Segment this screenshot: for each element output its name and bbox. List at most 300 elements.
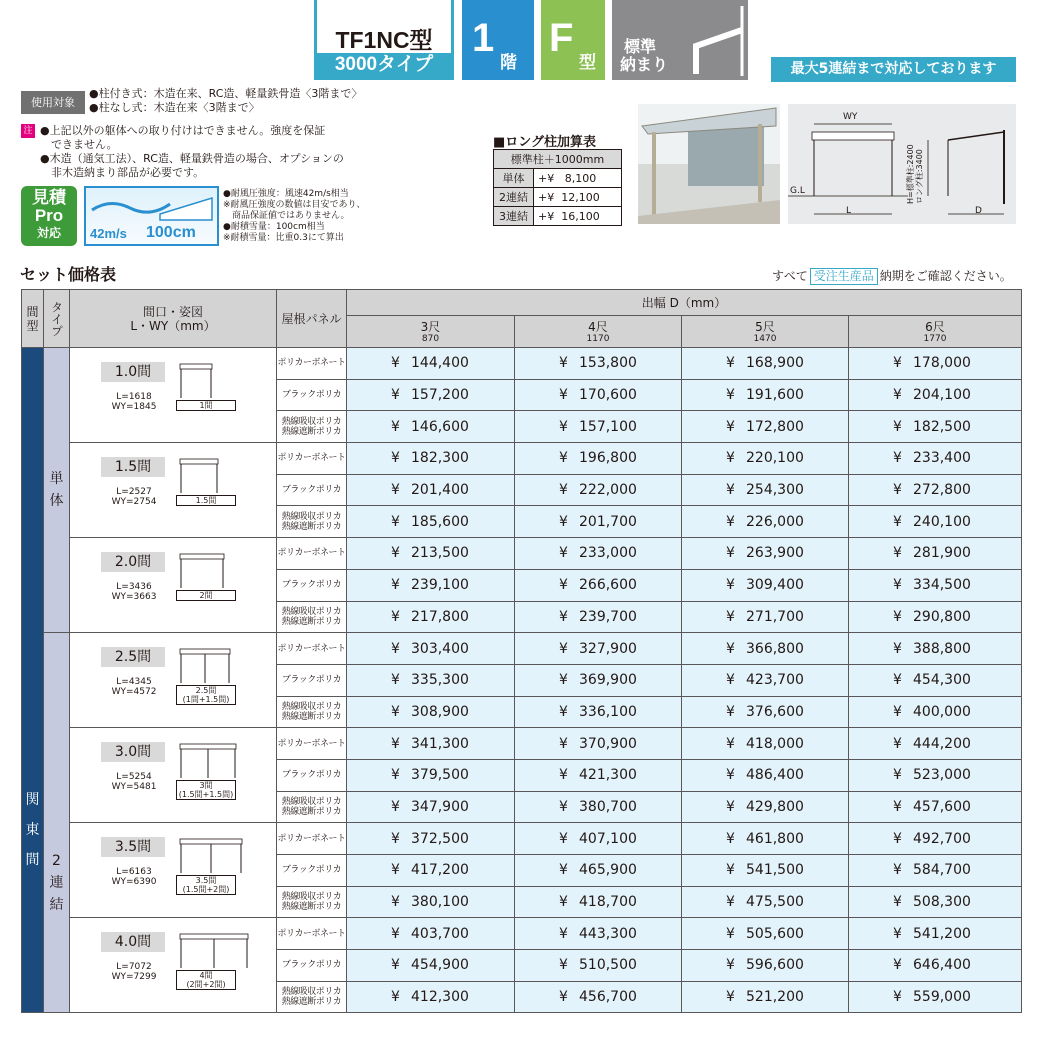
model-name: TF1NC型	[335, 27, 433, 53]
yen-sign: ¥	[726, 735, 735, 752]
frontage-dims	[98, 582, 170, 602]
size-cell	[70, 918, 277, 1013]
panel-type: ブラックポリカ	[277, 759, 347, 791]
price-value: 465,900	[579, 862, 637, 879]
price-value: 596,600	[746, 957, 804, 974]
panel-type: ポリカーボネート	[277, 728, 347, 760]
caution-mark: 注	[21, 124, 35, 138]
price-cell	[347, 348, 515, 380]
price-value: 185,600	[411, 513, 469, 530]
product-photo	[638, 104, 780, 224]
long-post-value: 16,100	[561, 209, 600, 223]
yen-sign: ¥	[559, 925, 568, 942]
strength-note-3: 商品保証値ではありません。	[223, 211, 350, 221]
price-value: 172,800	[746, 418, 804, 435]
caution-line-2: できません。	[40, 138, 118, 151]
size-cell	[70, 443, 277, 538]
yen-sign: ¥	[893, 608, 902, 625]
price-cell	[682, 538, 849, 570]
panel-type: 熱線吸収ポリカ 熱線遮断ポリカ	[277, 791, 347, 823]
price-value: 418,000	[746, 735, 804, 752]
price-value: 290,800	[913, 608, 971, 625]
caution-line-4: 非木造納まり部品が必要です。	[40, 166, 205, 179]
price-cell	[347, 918, 515, 950]
depth-mm: 1170	[586, 333, 610, 344]
notice-pre: すべて	[772, 269, 808, 283]
long-post-sign: +¥	[538, 209, 555, 223]
size-cell	[70, 538, 277, 633]
price-cell	[347, 474, 515, 506]
price-cell	[849, 474, 1022, 506]
price-cell	[515, 601, 682, 633]
long-post-sign: +¥	[538, 171, 555, 185]
col-panel: 屋根パネル	[277, 290, 347, 348]
yen-sign: ¥	[726, 672, 735, 689]
order-notice	[772, 267, 1012, 285]
yen-sign: ¥	[559, 608, 568, 625]
price-cell	[347, 633, 515, 665]
pro-line1: 見積	[32, 188, 66, 207]
price-value: 380,700	[579, 798, 637, 815]
price-value: 418,700	[579, 894, 637, 911]
frame-tag: 1間	[176, 400, 236, 411]
yen-sign: ¥	[893, 355, 902, 372]
price-value: 423,700	[746, 672, 804, 689]
floor-badge	[462, 0, 534, 80]
price-value: 303,400	[411, 640, 469, 657]
yen-sign: ¥	[893, 513, 902, 530]
price-value: 334,500	[913, 577, 971, 594]
price-value: 217,800	[411, 608, 469, 625]
caution-line-3: ●木造（通気工法）、RC造、軽量鉄骨造の場合、オプションの	[40, 152, 344, 165]
frame-tag: 1.5間	[176, 495, 236, 506]
col-size: 間口・姿図 L・WY（mm）	[70, 290, 277, 348]
price-cell	[347, 759, 515, 791]
price-cell	[347, 950, 515, 982]
price-cell	[347, 791, 515, 823]
price-cell	[515, 791, 682, 823]
depth-label: 4尺	[588, 319, 608, 334]
price-value: 196,800	[579, 450, 637, 467]
price-cell	[849, 728, 1022, 760]
yen-sign: ¥	[391, 798, 400, 815]
long-post-value: 12,100	[561, 190, 600, 204]
price-value: 417,200	[411, 862, 469, 879]
standard-mount-icon	[690, 6, 744, 76]
yen-sign: ¥	[391, 482, 400, 499]
price-value: 226,000	[746, 513, 804, 530]
yen-sign: ¥	[893, 894, 902, 911]
long-post-label: 単体	[494, 169, 534, 188]
yen-sign: ¥	[726, 387, 735, 404]
depth-header	[515, 316, 682, 348]
long-post-table	[493, 149, 622, 226]
region-char: 関	[25, 792, 40, 809]
yen-sign: ¥	[726, 577, 735, 594]
frontage-label: 4.0間	[101, 932, 165, 952]
price-value: 201,700	[579, 513, 637, 530]
price-value: 379,500	[411, 767, 469, 784]
price-cell	[682, 601, 849, 633]
price-value: 369,900	[579, 672, 637, 689]
price-value: 510,500	[579, 957, 637, 974]
price-cell	[515, 633, 682, 665]
diagram-h: H=標準柱:2400 ロング柱:3400	[906, 144, 924, 204]
price-cell	[682, 506, 849, 538]
table-row	[22, 538, 1022, 570]
yen-sign: ¥	[893, 672, 902, 689]
yen-sign: ¥	[893, 798, 902, 815]
col-type: タイプ	[44, 290, 70, 348]
price-value: 281,900	[913, 545, 971, 562]
yen-sign: ¥	[726, 545, 735, 562]
price-value: 457,600	[913, 798, 971, 815]
col-kanma: 間 型	[22, 290, 44, 348]
price-value: 146,600	[411, 418, 469, 435]
price-cell	[682, 823, 849, 855]
yen-sign: ¥	[559, 672, 568, 689]
price-cell	[849, 759, 1022, 791]
price-cell	[347, 411, 515, 443]
frontage-label: 3.5間	[101, 837, 165, 857]
yen-sign: ¥	[893, 482, 902, 499]
price-value: 376,600	[746, 703, 804, 720]
price-cell	[682, 443, 849, 475]
yen-sign: ¥	[559, 989, 568, 1006]
yen-sign: ¥	[559, 513, 568, 530]
floor-unit: 階	[500, 53, 517, 72]
yen-sign: ¥	[893, 577, 902, 594]
price-cell	[682, 855, 849, 887]
price-cell	[347, 728, 515, 760]
panel-type: ポリカーボネート	[277, 918, 347, 950]
price-value: 456,700	[579, 989, 637, 1006]
form-badge	[541, 0, 605, 80]
series-name: 3000タイプ	[317, 53, 451, 77]
depth-mm: 1470	[753, 333, 777, 344]
type-char: 2	[52, 852, 61, 869]
price-cell	[515, 569, 682, 601]
frontage-label: 1.0間	[101, 362, 165, 382]
price-cell	[849, 538, 1022, 570]
price-cell	[347, 569, 515, 601]
price-value: 475,500	[746, 894, 804, 911]
price-value: 239,700	[579, 608, 637, 625]
price-cell	[347, 886, 515, 918]
price-cell	[849, 633, 1022, 665]
table-row	[22, 443, 1022, 475]
yen-sign: ¥	[559, 577, 568, 594]
price-cell	[515, 823, 682, 855]
price-cell	[682, 633, 849, 665]
yen-sign: ¥	[893, 989, 902, 1006]
depth-label: 5尺	[755, 319, 775, 334]
frontage-dims	[98, 772, 170, 792]
depth-header	[849, 316, 1022, 348]
panel-type: ポリカーボネート	[277, 348, 347, 380]
col-depth: 出幅 D（mm）	[347, 290, 1022, 316]
table-row	[22, 823, 1022, 855]
price-cell	[347, 823, 515, 855]
yen-sign: ¥	[391, 418, 400, 435]
price-cell	[682, 474, 849, 506]
yen-sign: ¥	[559, 418, 568, 435]
yen-sign: ¥	[559, 355, 568, 372]
price-value: 272,800	[913, 482, 971, 499]
pro-line2: Pro	[34, 206, 64, 225]
length-l: L=5254	[116, 772, 152, 783]
yen-sign: ¥	[893, 957, 902, 974]
yen-sign: ¥	[893, 418, 902, 435]
width-wy: WY=6390	[111, 877, 157, 888]
price-cell	[849, 506, 1022, 538]
price-cell	[347, 981, 515, 1013]
yen-sign: ¥	[391, 577, 400, 594]
yen-sign: ¥	[559, 830, 568, 847]
price-cell	[682, 981, 849, 1013]
price-value: 400,000	[913, 703, 971, 720]
max-connection-banner: 最大5連結まで対応しております	[771, 57, 1016, 82]
price-value: 222,000	[579, 482, 637, 499]
type-single	[44, 348, 70, 633]
price-value: 372,500	[411, 830, 469, 847]
price-cell	[849, 950, 1022, 982]
width-wy: WY=2754	[111, 497, 157, 508]
yen-sign: ¥	[391, 513, 400, 530]
price-cell	[347, 601, 515, 633]
price-cell	[682, 791, 849, 823]
price-value: 182,500	[913, 418, 971, 435]
price-cell	[347, 664, 515, 696]
panel-type: ブラックポリカ	[277, 950, 347, 982]
diagram-gl: G.L	[790, 186, 805, 196]
panel-type: 熱線吸収ポリカ 熱線遮断ポリカ	[277, 696, 347, 728]
width-wy: WY=4572	[111, 687, 157, 698]
price-cell	[849, 918, 1022, 950]
panel-type: 熱線吸収ポリカ 熱線遮断ポリカ	[277, 886, 347, 918]
panel-type: ポリカーボネート	[277, 443, 347, 475]
yen-sign: ¥	[391, 545, 400, 562]
yen-sign: ¥	[391, 957, 400, 974]
yen-sign: ¥	[726, 798, 735, 815]
price-value: 412,300	[411, 989, 469, 1006]
length-l: L=6163	[116, 867, 152, 878]
yen-sign: ¥	[391, 703, 400, 720]
yen-sign: ¥	[726, 513, 735, 530]
price-value: 443,300	[579, 925, 637, 942]
price-cell	[849, 855, 1022, 887]
price-cell	[515, 886, 682, 918]
panel-type: ブラックポリカ	[277, 855, 347, 887]
price-value: 492,700	[913, 830, 971, 847]
price-cell	[347, 538, 515, 570]
region-char: 間	[25, 852, 40, 869]
type-char: 結	[49, 896, 64, 913]
yen-sign: ¥	[559, 482, 568, 499]
strength-note-2: ※耐風圧強度の数値は目安であり、	[223, 200, 366, 210]
price-cell	[849, 379, 1022, 411]
price-value: 541,500	[746, 862, 804, 879]
depth-header	[682, 316, 849, 348]
frontage-label: 2.5間	[101, 647, 165, 667]
yen-sign: ¥	[726, 418, 735, 435]
type-char: 単	[49, 471, 64, 488]
price-value: 213,500	[411, 545, 469, 562]
long-post-label: 3連結	[494, 207, 534, 226]
panel-type: 熱線吸収ポリカ 熱線遮断ポリカ	[277, 601, 347, 633]
price-value: 429,800	[746, 798, 804, 815]
frame-tag: 3.5間 (1.5間+2間)	[176, 875, 236, 895]
yen-sign: ¥	[893, 767, 902, 784]
yen-sign: ¥	[559, 640, 568, 657]
depth-label: 6尺	[925, 319, 945, 334]
price-value: 508,300	[913, 894, 971, 911]
frontage-dims	[98, 962, 170, 982]
type-char: 体	[49, 493, 64, 510]
long-post-title: ■ロング柱加算表	[493, 135, 597, 150]
notice-post: 納期をご確認ください。	[879, 269, 1012, 283]
yen-sign: ¥	[893, 862, 902, 879]
panel-type: ポリカーボネート	[277, 538, 347, 570]
price-cell	[849, 791, 1022, 823]
price-value: 170,600	[579, 387, 637, 404]
frame-tag: 3間 (1.5間+1.5間)	[176, 780, 236, 800]
price-value: 157,100	[579, 418, 637, 435]
frontage-dims	[98, 867, 170, 887]
price-value: 168,900	[746, 355, 804, 372]
yen-sign: ¥	[391, 450, 400, 467]
price-value: 407,100	[579, 830, 637, 847]
price-value: 366,800	[746, 640, 804, 657]
frame-tag: 2間	[176, 590, 236, 601]
model-box	[314, 0, 454, 80]
panel-type: 熱線吸収ポリカ 熱線遮断ポリカ	[277, 981, 347, 1013]
yen-sign: ¥	[726, 862, 735, 879]
yen-sign: ¥	[391, 925, 400, 942]
price-cell	[682, 886, 849, 918]
price-value: 403,700	[411, 925, 469, 942]
price-cell	[515, 348, 682, 380]
price-cell	[849, 886, 1022, 918]
yen-sign: ¥	[391, 767, 400, 784]
price-cell	[347, 696, 515, 728]
length-l: L=4345	[116, 677, 152, 688]
size-cell	[70, 633, 277, 728]
strength-note-1: ●耐風圧強度：風速42m/s相当	[223, 189, 349, 199]
yen-sign: ¥	[726, 640, 735, 657]
size-cell	[70, 823, 277, 918]
price-cell	[682, 728, 849, 760]
size-cell	[70, 728, 277, 823]
yen-sign: ¥	[559, 862, 568, 879]
panel-type: 熱線吸収ポリカ 熱線遮断ポリカ	[277, 411, 347, 443]
price-cell	[682, 950, 849, 982]
price-value: 178,000	[913, 355, 971, 372]
price-cell	[682, 411, 849, 443]
depth-label: 3尺	[420, 319, 441, 334]
yen-sign: ¥	[559, 735, 568, 752]
yen-sign: ¥	[726, 830, 735, 847]
price-value: 559,000	[913, 989, 971, 1006]
price-value: 444,200	[913, 735, 971, 752]
diagram-d: D	[975, 206, 982, 216]
caution-line-1: ●上記以外の躯体への取り付けはできません。強度を保証	[40, 124, 326, 137]
yen-sign: ¥	[893, 830, 902, 847]
pro-line3: 対応	[36, 226, 61, 240]
price-cell	[849, 981, 1022, 1013]
price-cell	[515, 379, 682, 411]
price-value: 239,100	[411, 577, 469, 594]
price-value: 240,100	[913, 513, 971, 530]
price-cell	[515, 538, 682, 570]
long-post-sign: +¥	[538, 190, 555, 204]
depth-mm: 870	[421, 333, 440, 344]
price-cell	[849, 569, 1022, 601]
yen-sign: ¥	[391, 989, 400, 1006]
price-cell	[849, 443, 1022, 475]
price-cell	[347, 379, 515, 411]
price-value: 309,400	[746, 577, 804, 594]
price-value: 254,300	[746, 482, 804, 499]
depth-header	[347, 316, 515, 348]
table-row	[494, 188, 622, 207]
frontage-dims	[98, 677, 170, 697]
table-row	[22, 633, 1022, 665]
panel-type: ポリカーボネート	[277, 633, 347, 665]
price-cell	[515, 759, 682, 791]
frontage-label: 3.0間	[101, 742, 165, 762]
price-value: 341,300	[411, 735, 469, 752]
yen-sign: ¥	[559, 450, 568, 467]
price-cell	[682, 569, 849, 601]
set-price-table	[21, 289, 1022, 1013]
yen-sign: ¥	[726, 957, 735, 974]
form-letter: F	[549, 16, 574, 60]
price-value: 421,300	[579, 767, 637, 784]
yen-sign: ¥	[391, 355, 400, 372]
yen-sign: ¥	[726, 608, 735, 625]
table-row	[22, 728, 1022, 760]
price-cell	[849, 696, 1022, 728]
standard-badge	[612, 0, 748, 80]
diagram-l: L	[846, 206, 852, 216]
price-cell	[849, 601, 1022, 633]
price-value: 336,100	[579, 703, 637, 720]
price-value: 182,300	[411, 450, 469, 467]
price-cell	[347, 855, 515, 887]
yen-sign: ¥	[893, 703, 902, 720]
wind-snow-badge	[84, 186, 219, 246]
price-cell	[515, 474, 682, 506]
yen-sign: ¥	[893, 925, 902, 942]
yen-sign: ¥	[391, 672, 400, 689]
price-value: 308,900	[411, 703, 469, 720]
usage-line-1: ●柱付き式：木造在来、RC造、軽量鉄骨造〈3階まで〉	[89, 87, 363, 100]
length-l: L=2527	[116, 487, 152, 498]
yen-sign: ¥	[726, 703, 735, 720]
price-value: 220,100	[746, 450, 804, 467]
yen-sign: ¥	[726, 989, 735, 1006]
width-wy: WY=1845	[111, 402, 157, 412]
yen-sign: ¥	[559, 545, 568, 562]
table-row	[494, 169, 622, 188]
price-cell	[682, 759, 849, 791]
price-value: 523,000	[913, 767, 971, 784]
panel-type: ブラックポリカ	[277, 664, 347, 696]
made-to-order-badge: 受注生産品	[810, 268, 878, 285]
yen-sign: ¥	[726, 482, 735, 499]
yen-sign: ¥	[391, 640, 400, 657]
